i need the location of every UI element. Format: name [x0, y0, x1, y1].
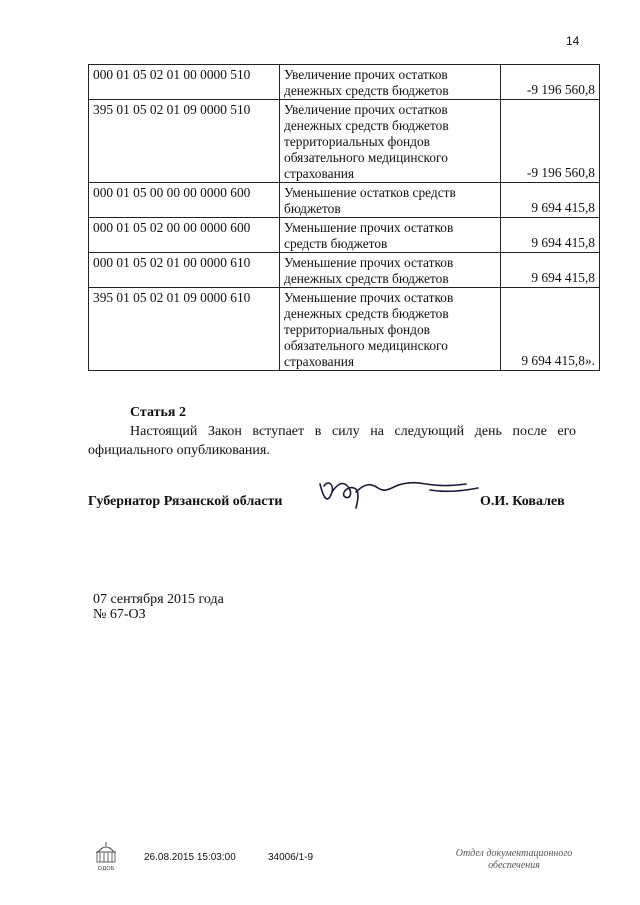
budget-code-cell: 000 01 05 00 00 00 0000 600: [89, 183, 280, 218]
budget-code-cell: 395 01 05 02 01 09 0000 610: [89, 288, 280, 371]
law-number: № 67-ОЗ: [93, 607, 146, 622]
footer-department-stamp: Отдел документационного обеспечения: [455, 848, 573, 871]
governor-name: О.И. Ковалев: [480, 494, 565, 509]
table-row: [89, 253, 600, 288]
budget-code-cell: 000 01 05 02 00 00 0000 600: [89, 218, 280, 253]
budget-name-cell: Уменьшение остатков средств бюджетов: [280, 183, 501, 218]
article-text: Настоящий Закон вступает в силу на следующий день после его официального опубликования.: [88, 424, 576, 458]
footer-timestamp: 26.08.2015 15:03:00: [144, 852, 236, 863]
table-row: [89, 183, 600, 218]
budget-name-cell: Уменьшение прочих остатков средств бюджетов: [280, 218, 501, 253]
budget-name-cell: Уменьшение прочих остатков денежных средств бюджетов территориальных фондов обязательного медицинского страхования: [280, 288, 501, 371]
handwritten-signature: [312, 470, 482, 525]
logo-text: ОДОБ: [97, 866, 115, 872]
table-row: [89, 218, 600, 253]
table-row: [89, 288, 600, 371]
budget-code-cell: 395 01 05 02 01 09 0000 510: [89, 100, 280, 183]
budget-name-cell: Увеличение прочих остатков денежных средств бюджетов: [280, 65, 501, 100]
signing-date: 07 сентября 2015 года: [93, 592, 224, 607]
budget-amount-cell: -9 196 560,8: [501, 100, 600, 183]
budget-sources-table: [88, 64, 600, 371]
budget-amount-cell: 9 694 415,8: [501, 183, 600, 218]
table-row: [89, 65, 600, 100]
governor-position: Губернатор Рязанской области: [88, 494, 283, 509]
budget-name-cell: Увеличение прочих остатков денежных средств бюджетов территориальных фондов обязательного медицинского страхования: [280, 100, 501, 183]
page-number: 14: [566, 34, 580, 48]
budget-code-cell: 000 01 05 02 01 00 0000 510: [89, 65, 280, 100]
budget-amount-cell: 9 694 415,8: [501, 218, 600, 253]
budget-name-cell: Уменьшение прочих остатков денежных средств бюджетов: [280, 253, 501, 288]
budget-code-cell: 000 01 05 02 01 00 0000 610: [89, 253, 280, 288]
budget-amount-cell: -9 196 560,8: [501, 65, 600, 100]
table-row: [89, 100, 600, 183]
budget-amount-cell: 9 694 415,8: [501, 253, 600, 288]
footer-document-id: 34006/1-9: [268, 852, 314, 863]
article-title: Статья 2: [130, 405, 186, 420]
building-logo-icon: [88, 840, 124, 877]
budget-amount-cell: 9 694 415,8».: [501, 288, 600, 371]
